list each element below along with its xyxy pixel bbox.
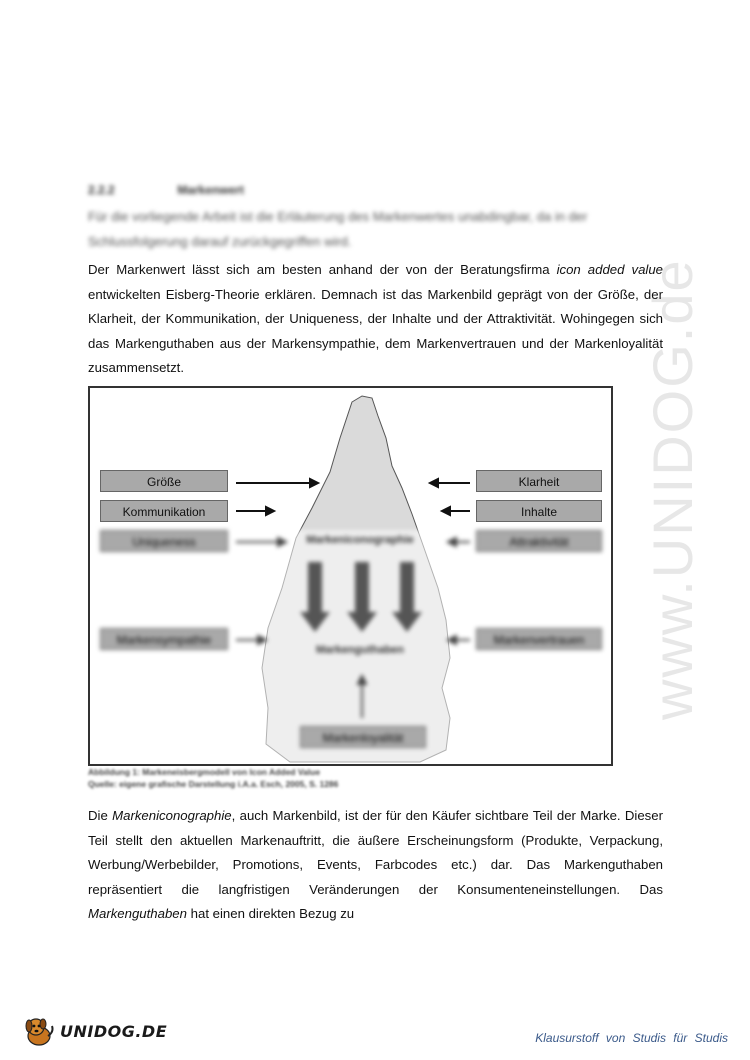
blurred-intro-line-1: Für die vorliegende Arbeit ist die Erläuterung des Markenwertes unabdingbar, da in der — [88, 209, 588, 224]
paragraph-2-text-b: , auch Markenbild, ist der für den Käufer sichtbare Teil der Marke. Dieser Teil stellt den aktuellen Markenauftritt, die äußere Erscheinungsform (Produkte, Verpackung, Werbung/Werbebilder, Promotions, Events, Farbcodes etc.) dar. Das Markenguthaben repräsentiert die langfristigen Veränderungen der Konsumenteneinstellungen. Das — [88, 808, 664, 897]
box-markenloyalitaet: Markenloyalität — [300, 726, 426, 748]
footer-tagline: Klausurstoff von Studis für Studis — [535, 1031, 728, 1045]
paragraph-2 — [88, 804, 663, 927]
box-markenvertrauen: Markenvertrauen — [476, 628, 602, 650]
caption-line-1: Abbildung 1: Markeneisbergmodell von Icon Added Value — [88, 767, 321, 777]
paragraph-1 — [88, 258, 663, 381]
section-heading — [88, 183, 244, 197]
blurred-intro-line-2: Schlussfolgerung darauf zurückgegriffen wird. — [88, 234, 352, 249]
iceberg-lower-blurred — [90, 530, 611, 766]
paragraph-1-text-b: entwickelten Eisberg-Theorie erklären. Demnach ist das Markenbild geprägt von der Größe, der Klarheit, der Kommunikation, der Uniqueness, der Inhalte und der Attraktivität. Wohingegen sich das Markenguthaben aus der Markensympathie, dem Markenvertrauen und der Markenloyalität zusammensetzt. — [88, 286, 663, 375]
paragraph-2-text-a: Die — [88, 808, 113, 823]
label-markeniconographie: Markeniconographie — [306, 534, 414, 546]
dog-mascot-icon — [22, 1014, 56, 1048]
label-markenguthaben: Markenguthaben — [315, 644, 404, 656]
logo-text: UNIDOG.DE — [60, 1021, 168, 1041]
box-groesse: Größe — [100, 470, 228, 492]
section-title: Markenwert — [177, 183, 245, 197]
figure-caption — [88, 766, 338, 790]
paragraph-1-text-a: Der Markenwert lässt sich am besten anhand der von der Beratungsfirma — [88, 262, 557, 277]
box-uniqueness: Uniqueness — [100, 530, 228, 552]
paragraph-2-text-c: hat einen direkten Bezug zu — [186, 906, 355, 921]
iceberg-figure — [88, 386, 613, 766]
box-inhalte: Inhalte — [476, 500, 602, 522]
caption-line-2: Quelle: eigene grafische Darstellung i.A.a. Esch, 2005, S. 1286 — [88, 779, 339, 789]
box-kommunikation: Kommunikation — [100, 500, 228, 522]
paragraph-1-italic: icon added value — [556, 262, 663, 277]
paragraph-2-italic-b: Markenguthaben — [88, 906, 187, 921]
section-number: 2.2.2 — [88, 183, 115, 197]
box-klarheit: Klarheit — [476, 470, 602, 492]
watermark: www.UNIDOG.de — [641, 258, 704, 720]
paragraph-2-italic-a: Markeniconographie — [112, 808, 232, 823]
box-attraktivitaet: Attraktivität — [476, 530, 602, 552]
box-markensympathie: Markensympathie — [100, 628, 228, 650]
footer-logo[interactable] — [22, 1014, 167, 1048]
